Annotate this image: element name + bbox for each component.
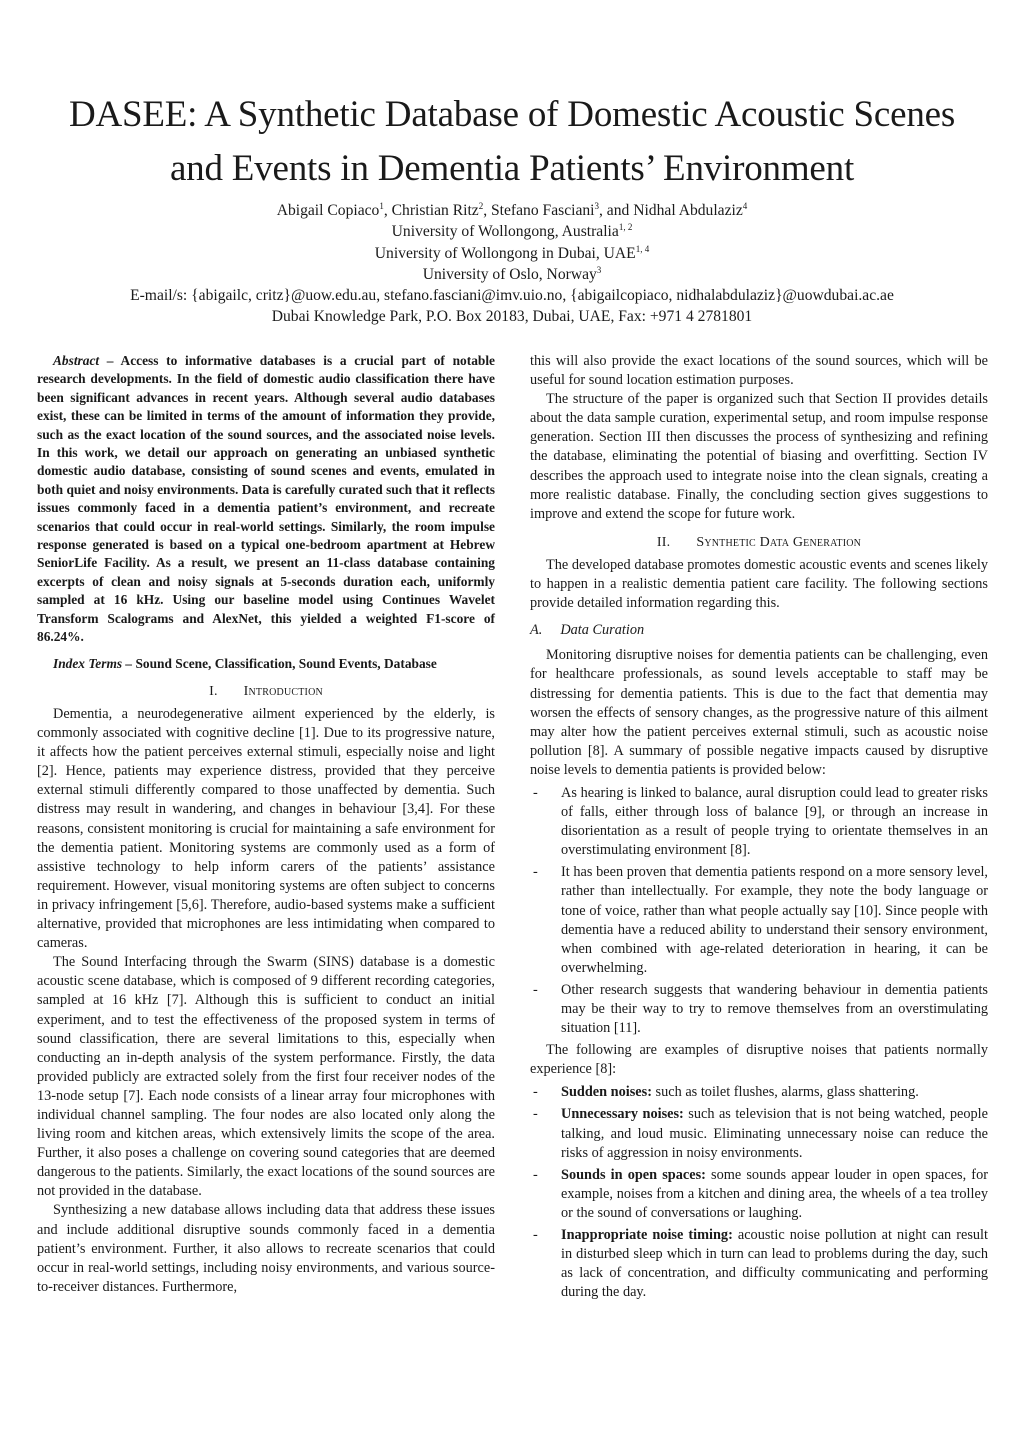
- paper-structure-paragraph: The structure of the paper is organized such that Section II provides details about the data sample curation, experimental setup, and room impulse response generation. Section III then discusses the process of synthesizing and refining the database, eliminating the potential of biasing and overfitting. Section IV describes the approach used to integrate noise into the clean signals, creating a more realistic database. Finally, the concluding section gives suggestions to improve and extend the scope for future work.: [530, 391, 988, 522]
- intro-paragraph-2: The Sound Interfacing through the Swarm (SINS) database is a domestic acoustic scene database, which is composed of 9 different recording categories, sampled at 16 kHz [7]. Although this is sufficient to conduct an initial experiment, and to test the effectiveness of the proposed system in terms of sound classification, there are several limitations to this, especially when conducting an in-depth analysis of the system performance. Firstly, the data provided publicly are extracted solely from the first four receiver nodes of the 13-node setup [7]. Each node consists of a linear array four microphones with individual channel sampling. The four nodes are also located only along the living room and kitchen areas, which extensively limits the scope of the area. Further, it also poses a challenge on covering sound categories that are deemed dangerous to the patients. Similarly, the exact locations of the sound sources are not provided in the database.: [37, 954, 495, 1200]
- list-item: - Other research suggests that wandering behaviour in dementia patients may be their way to try to remove themselves from an overstimulating situation [11].: [533, 981, 988, 1037]
- noise-types-list: [530, 1083, 988, 1302]
- list-item: - It has been proven that dementia patients respond on a more sensory level, rather than intellectually. For example, they note the body language or tone of voice, rather than what people actually say [10]. Since people with dementia have a reduced ability to understand their sensory environment, when combined with age-related deterioration in hearing, it can be overwhelming.: [533, 864, 988, 976]
- list-item: - Sounds in open spaces: some sounds appear louder in open spaces, for example, noises from a kitchen and dining area, the wheels of a tea trolley or the sound of conversations or laughing.: [533, 1166, 988, 1221]
- impacts-list: [530, 784, 988, 1038]
- author-block: [40, 200, 984, 328]
- noise-examples-intro: The following are examples of disruptive noises that patients normally experience [8]:: [530, 1042, 988, 1078]
- data-curation-paragraph: Monitoring disruptive noises for dementia patients can be challenging, even for healthcare professionals, as sound levels acceptable to staff may be distressing for dementia patients. This is due to the fact that dementia may worsen the effects of sensory changes, as the progressive nature of this ailment may alter how the patient perceives external stimuli, such as acoustic noise pollution [8]. A summary of possible negative impacts caused by disruptive noise levels to dementia patients is provided below:: [530, 647, 988, 778]
- index-terms: Index Terms – Sound Scene, Classification, Sound Events, Database: [53, 655, 437, 671]
- title-line-2: and Events in Dementia Patients’ Environment: [169, 148, 855, 189]
- subsection-heading-data-curation: A. Data Curation: [530, 622, 645, 639]
- affiliation-2: University of Wollongong in Dubai, UAE$^{1, 4}$: [374, 243, 650, 262]
- affiliation-1: University of Wollongong, Australia$^{1, 2}$: [391, 222, 633, 241]
- affiliation-3: University of Oslo, Norway$^3$: [422, 264, 602, 283]
- title-line-1: DASEE: A Synthetic Database of Domestic Acoustic Scenes: [68, 94, 956, 135]
- section-heading-introduction: I. Introduction: [209, 683, 323, 699]
- author-address: Dubai Knowledge Park, P.O. Box 20183, Dubai, UAE, Fax: +971 4 2781801: [271, 308, 753, 326]
- left-column: [37, 352, 495, 1297]
- intro-paragraph-3: Synthesizing a new database allows including data that address these issues and include additional disruptive sounds commonly faced in a dementia patient’s environment. Further, it also allows to recreate scenarios that could occur in real-world settings, including noisy environments, and various source-to-receiver distances. Furthermore,: [37, 1202, 495, 1295]
- list-item: - Sudden noises: such as toilet flushes, alarms, glass shattering.: [533, 1084, 919, 1101]
- paper-title: [40, 88, 984, 196]
- list-item: - Unnecessary noises: such as television that is not being watched, people talking, and loud music. Eliminating unnecessary noise can reduce the risks of aggression in noisy environments.: [533, 1106, 988, 1161]
- list-item: - Inappropriate noise timing: acoustic noise pollution at night can result in disturbed sleep which in turn can lead to problems during the day, such as lack of concentration, and difficulty communicating and performing during the day.: [533, 1227, 988, 1301]
- right-column: [530, 352, 988, 1305]
- author-names: Abigail Copiaco$^1$, Christian Ritz$^2$, Stefano Fasciani$^3$, and Nidhal Abdulaziz$^4$: [276, 200, 748, 219]
- section-heading-synthetic-data: II. Synthetic Data Generation: [656, 534, 862, 550]
- intro-paragraph-continued: this will also provide the exact locations of the sound sources, which will be useful for sound location estimation purposes.: [530, 353, 988, 389]
- list-item: - As hearing is linked to balance, aural disruption could lead to greater risks of falls, either through loss of balance [9], or through an increase in disorientation as a result of people trying to orientate themselves in an overstimulating environment [8].: [533, 784, 988, 859]
- abstract: Abstract – Access to informative databases is a crucial part of notable research developments. In the field of domestic audio classification there have been significant advances in recent years. Although several audio databases exist, these can be limited in terms of the amount of information they provide, such as the exact location of the sound sources, and the associated noise levels. In this work, we detail our approach on generating an unbiased synthetic domestic audio database, consisting of sound scenes and events, emulated in both quiet and noisy environments. Data is carefully curated such that it reflects issues commonly faced in a dementia patient’s environment, and recreate scenarios that could occur in real-world settings. Similarly, the room impulse response generated is based on a typical one-bedroom apartment at Hebrew SeniorLife Facility. As a result, we present an 11-class database containing excerpts of clean and noisy signals at 5-seconds duration each, uniformly sampled at 16 kHz. Using our baseline model using Continues Wavelet Transform Scalograms and AlexNet, this yielded a weighted F1-score of 86.24%.: [37, 353, 495, 645]
- section-2-intro-paragraph: The developed database promotes domestic acoustic events and scenes likely to happen in a realistic dementia patient care facility. The following sections provide detailed information regarding this.: [530, 556, 988, 612]
- intro-paragraph-1: Dementia, a neurodegenerative ailment experienced by the elderly, is commonly associated with cognitive decline [1]. Due to its progressive nature, it affects how the patient perceives external stimuli, especially noise and light [2]. Hence, patients may experience distress, provided that they perceive external stimuli differently compared to those unaffected by dementia. Such distress may result in wandering, and changes in behaviour [3,4]. For these reasons, consistent monitoring is crucial for maintaining a safe environment for the dementia patient. Monitoring systems are commonly used as a form of assistive technology to help inform carers of the patients’ assistance requirement. However, visual monitoring systems are often subject to concerns in privacy infringement [5,6]. Therefore, audio-based systems make a sufficient alternative, provided that microphones are less intimidating when compared to cameras.: [37, 706, 495, 952]
- author-emails: E-mail/s: {abigailc, critz}@uow.edu.au, stefano.fasciani@imv.uio.no, {abigailcopiaco, nidhalabdulaziz}@uowdubai.ac.ae: [130, 287, 894, 305]
